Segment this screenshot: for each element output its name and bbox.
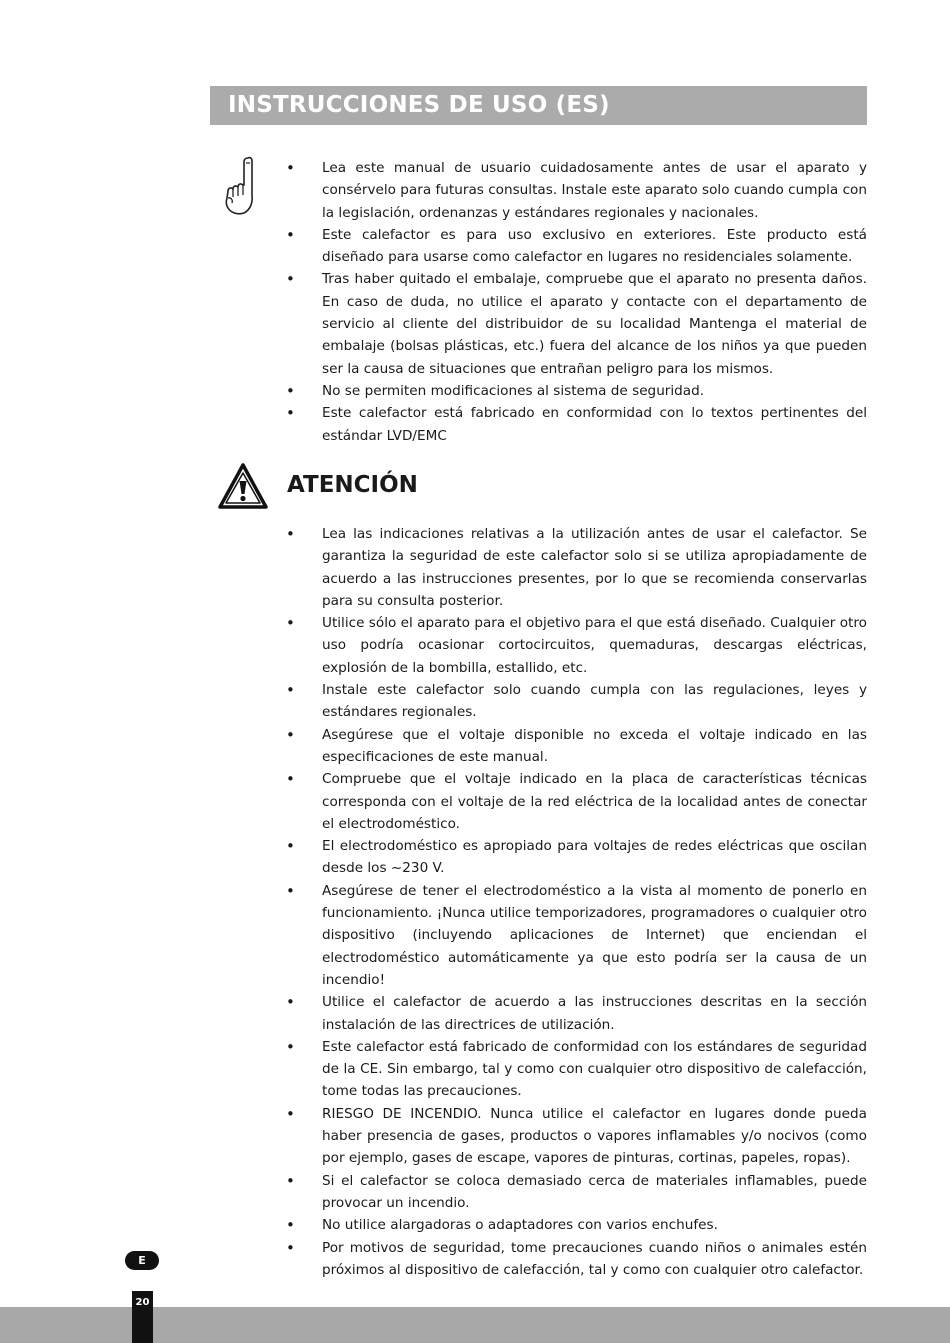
list-item: • Utilice el calefactor de acuerdo a las instrucciones descritas en la sección instalación de las directrices de utilización. [286,991,867,1036]
list-item: • RIESGO DE INCENDIO. Nunca utilice el calefactor en lugares donde pueda haber presencia de gases, productos o vapores inflamables y/o nocivos (como por ejemplo, gases de escape, vapores de pinturas, cortinas, papeles, ropas). [286,1103,867,1170]
list-item: • Asegúrese de tener el electrodoméstico a la vista al momento de ponerlo en funcionamiento. ¡Nunca utilice temporizadores, programadores o cualquier otro dispositivo (incluyendo aplicaciones de Internet) que enciendan el electrodoméstico automáticamente ya que esto podría ser la causa de un incendio! [286,880,867,991]
list-item: • Asegúrese que el voltaje disponible no exceda el voltaje indicado en las especificaciones de este manual. [286,724,867,769]
list-item: • Este calefactor está fabricado de conformidad con los estándares de seguridad de la CE. Sin embargo, tal y como con cualquier otro dispositivo de calefacción, tome todas las precauciones. [286,1036,867,1103]
general-instructions-list [286,157,867,447]
pointing-hand-icon [222,155,258,217]
list-item: • No se permiten modificaciones al sistema de seguridad. [286,380,867,402]
warning-triangle-icon [218,463,268,509]
page-number: 20 [132,1291,153,1343]
header-bar [210,86,867,125]
attention-list [286,523,867,1281]
language-badge: E [125,1251,159,1270]
list-item: • Lea las indicaciones relativas a la utilización antes de usar el calefactor. Se garantiza la seguridad de este calefactor solo si se utiliza apropiadamente de acuerdo a las instrucciones presentes, por lo que se recomienda conservarlas para su consulta posterior. [286,523,867,612]
list-item: • Por motivos de seguridad, tome precauciones cuando niños o animales estén próximos al dispositivo de calefacción, tal y como con cualquier otro calefactor. [286,1237,867,1282]
list-item: • Este calefactor está fabricado en conformidad con lo textos pertinentes del estándar LVD/EMC [286,402,867,447]
list-item: • El electrodoméstico es apropiado para voltajes de redes eléctricas que oscilan desde los ~230 V. [286,835,867,880]
page-title: INSTRUCCIONES DE USO (ES) [228,92,610,118]
list-item: • Instale este calefactor solo cuando cumpla con las regulaciones, leyes y estándares regionales. [286,679,867,724]
list-item: • Si el calefactor se coloca demasiado cerca de materiales inflamables, puede provocar un incendio. [286,1170,867,1215]
list-item: • Este calefactor es para uso exclusivo en exteriores. Este producto está diseñado para usarse como calefactor en lugares no residenciales solamente. [286,224,867,269]
list-item: • Compruebe que el voltaje indicado en la placa de características técnicas corresponda con el voltaje de la red eléctrica de la localidad antes de conectar el electrodoméstico. [286,768,867,835]
list-item: • Lea este manual de usuario cuidadosamente antes de usar el aparato y consérvelo para futuras consultas. Instale este aparato solo cuando cumpla con la legislación, ordenanzas y estándares regionales y nacionales. [286,157,867,224]
list-item: • No utilice alargadoras o adaptadores con varios enchufes. [286,1214,867,1236]
list-item: • Tras haber quitado el embalaje, compruebe que el aparato no presenta daños. En caso de duda, no utilice el aparato y contacte con el departamento de servicio al cliente del distribuidor de su localidad Mantenga el material de embalaje (bolsas plásticas, etc.) fuera del alcance de los niños ya que pueden ser la causa de situaciones que entrañan peligro para los mismos. [286,268,867,379]
list-item: • Utilice sólo el aparato para el objetivo para el que está diseñado. Cualquier otro uso podría ocasionar cortocircuitos, quemaduras, descargas eléctricas, explosión de la bombilla, estallido, etc. [286,612,867,679]
attention-heading: ATENCIÓN [287,472,418,498]
